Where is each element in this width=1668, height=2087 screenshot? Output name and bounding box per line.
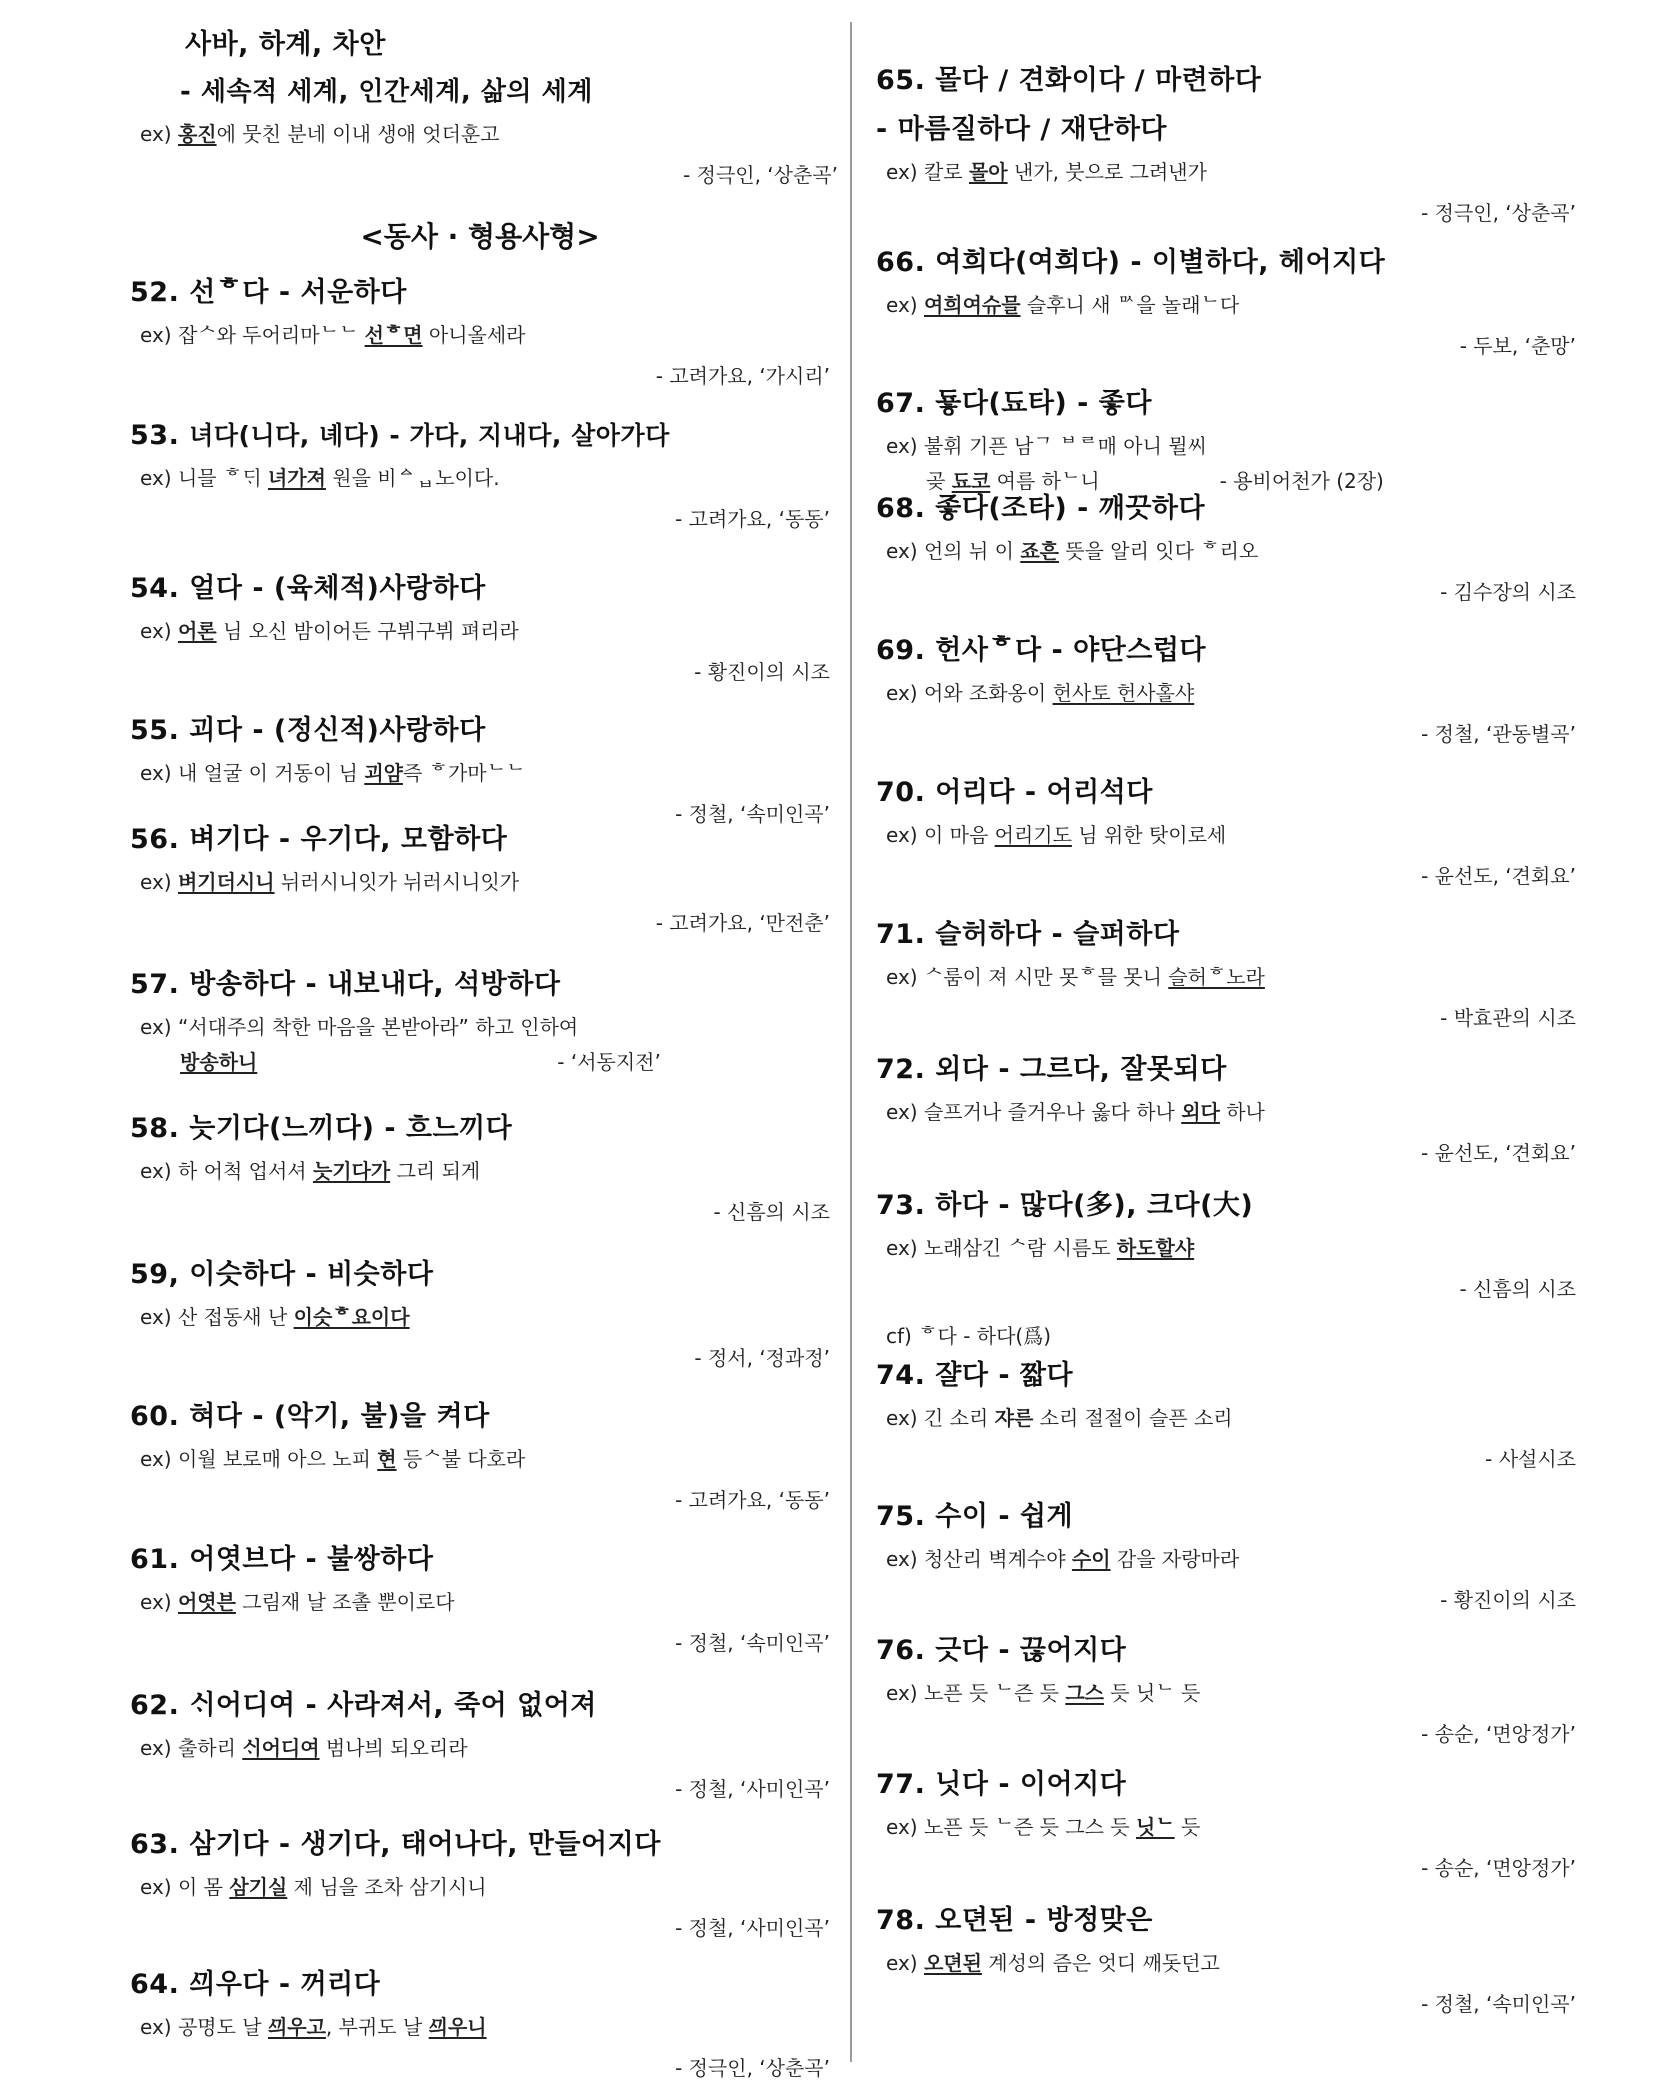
entry-number: 65.	[876, 65, 926, 96]
entry-78	[876, 1898, 1576, 2017]
highlight-word: 슬허ᄒ노라	[1168, 965, 1265, 989]
entry-64	[130, 1962, 830, 2081]
entry-heading: 수이 - 쉽게	[935, 1501, 1074, 1532]
entry-source: - 고려가요, ‘가시리’	[655, 364, 830, 388]
entry-source: - 윤선도, ‘견회요’	[1421, 864, 1576, 888]
entry-heading: 좋다(조타) - 깨끗하다	[935, 493, 1206, 524]
highlight-word: 죠흔	[1020, 539, 1059, 563]
highlight-word: 벼기더시니	[177, 870, 275, 894]
entry-74	[876, 1353, 1576, 1472]
intro-source: - 정극인, ‘상춘곡’	[683, 163, 838, 187]
entry-63	[130, 1822, 830, 1941]
entry-number: 70.	[876, 777, 926, 808]
entry-example-line2: 곶 됴코 여름 하ᄂ니 - 용비어천가 (2장)	[876, 465, 1576, 494]
entry-heading: 혀다 - (악기, 불)을 켜다	[189, 1401, 490, 1432]
entry-source: - 정철, ‘사미인곡’	[675, 1777, 830, 1801]
entry-example: ex) “서대주의 착한 마음을 본받아라” 하고 인하여	[140, 1015, 579, 1039]
entry-number: 56.	[130, 824, 180, 855]
highlight-word: 여희여슈믈	[923, 293, 1021, 317]
entry-54	[130, 566, 830, 685]
entry-heading-line2: - 마름질하다 / 재단하다	[876, 114, 1168, 145]
entry-70	[876, 770, 1576, 889]
entry-number: 57.	[130, 969, 180, 1000]
entry-example: ex) 노픈 듯 ᄂ즌 듯 그스 듯 닛ᄂ 듯	[886, 1681, 1201, 1705]
entry-59	[130, 1252, 830, 1371]
entry-heading: 어리다 - 어리석다	[935, 777, 1153, 808]
entry-62	[130, 1683, 830, 1802]
highlight-word: 닛ᄂ	[1135, 1815, 1175, 1839]
entry-number: 53.	[130, 420, 180, 451]
entry-source: - 신흠의 시조	[713, 1200, 830, 1224]
highlight-word: 홍진	[177, 122, 217, 146]
entry-source: - 정철, ‘관동별곡’	[1421, 722, 1576, 746]
entry-number: 72.	[876, 1054, 926, 1085]
entry-example: ex) 내 얼굴 이 거동이 님 괴얌즉 ᄒ가마ᄂᄂ	[140, 761, 526, 785]
entry-example: ex) 슬프거나 즐거우나 옳다 하나 외다 하나	[886, 1100, 1265, 1124]
intro-line2: - 세속적 세계, 인간세계, 삶의 세계	[180, 77, 593, 107]
entry-example: ex) 오뎐된 계성의 즘은 엇디 ᄭᅢ돗던고	[886, 1951, 1220, 1975]
highlight-word: 늣기다가	[312, 1159, 391, 1183]
entry-example: ex) 불휘 기픈 남ᄀ ᄇᄅ매 아니 뮐씨	[886, 434, 1207, 458]
entry-source: - 송순, ‘면앙정가’	[1421, 1722, 1576, 1746]
intro-line1: 사바, 하계, 차안	[185, 29, 386, 60]
highlight-word: 어론	[177, 619, 217, 643]
entry-source: - 정철, ‘속미인곡’	[675, 802, 830, 826]
entry-number: 66.	[876, 247, 926, 278]
entry-source: - 두보, ‘춘망’	[1459, 334, 1576, 358]
entry-source: - 김수장의 시조	[1440, 580, 1576, 604]
entry-heading: 여희다(여희다) - 이별하다, 헤어지다	[935, 247, 1386, 278]
entry-example: ex) 이 마음 어리기도 님 위한 탓이로세	[886, 823, 1227, 847]
entry-source: - 윤선도, ‘견회요’	[1421, 1141, 1576, 1165]
entry-source: - ‘서동지전’	[557, 1050, 661, 1074]
entry-number: 64.	[130, 1969, 180, 2000]
entry-heading: 방송하다 - 내보내다, 석방하다	[189, 969, 561, 1000]
entry-heading: 늣기다(느끼다) - 흐느끼다	[189, 1113, 513, 1144]
entry-example: ex) 칼로 몰아 낸가, 붓으로 그려낸가	[886, 160, 1207, 184]
ex-label: ex)	[140, 122, 172, 146]
entry-source: - 신흠의 시조	[1459, 1277, 1576, 1301]
entry-example: ex) 니믈 ᄒᄃᆡ 녀가져 원을 비ᅀᆸ노이다.	[140, 466, 500, 490]
entry-heading: 오뎐된 - 방정맞은	[935, 1905, 1153, 1936]
intro-example	[140, 118, 830, 147]
entry-number: 75.	[876, 1501, 926, 1532]
entry-heading: 슬허하다 - 슬퍼하다	[935, 919, 1180, 950]
entry-number: 52.	[130, 277, 180, 308]
highlight-word: 현	[377, 1447, 397, 1471]
entry-heading: 이슷하다 - 비슷하다	[189, 1259, 434, 1290]
entry-heading: ᄭᅴ우다 - 꺼리다	[189, 1969, 381, 2000]
entry-source: - 정극인, ‘상춘곡’	[675, 2056, 830, 2080]
entry-source: - 황진이의 시조	[1440, 1588, 1576, 1612]
entry-76	[876, 1628, 1576, 1747]
highlight-word: 하도할샤	[1116, 1236, 1195, 1260]
entry-heading: 몰다 / 견화이다 / 마련하다	[935, 65, 1262, 96]
entry-heading: 얼다 - (육체적)사랑하다	[189, 573, 486, 604]
highlight-word: 어엿븐	[177, 1590, 236, 1614]
entry-example: ex) ᄉ룸이 져 시만 못ᄒ믈 못니 슬허ᄒ노라	[886, 965, 1265, 989]
entry-57	[130, 962, 830, 1075]
entry-source: - 고려가요, ‘동동’	[675, 507, 830, 531]
highlight-word: 어리기도	[994, 823, 1072, 847]
entry-77	[876, 1762, 1576, 1881]
entry-number: 76.	[876, 1635, 926, 1666]
entry-source: - 정서, ‘정과정’	[694, 1346, 830, 1370]
entry-example: ex) 언의 뉘 이 죠흔 뜻을 알리 잇다 ᄒ리오	[886, 539, 1259, 563]
entry-source: - 용비어천가 (2장)	[1219, 469, 1384, 493]
highlight-word: 수이	[1071, 1547, 1111, 1571]
entry-number: 67.	[876, 388, 926, 419]
entry-example: ex) 여희여슈믈 슬후니 새 ᄆᄉ을 놀래ᄂ다	[886, 293, 1240, 317]
entry-heading: 둏다(됴타) - 좋다	[935, 388, 1152, 419]
intro-block	[130, 22, 838, 188]
entry-source: - 송순, ‘면앙정가’	[1421, 1856, 1576, 1880]
entry-69	[876, 628, 1576, 747]
entry-68	[876, 486, 1576, 605]
entry-67	[876, 381, 1576, 494]
entry-number: 59,	[130, 1259, 180, 1290]
highlight-word: 외다	[1181, 1100, 1220, 1124]
cf-note: cf) ᄒ다 - 하다(爲)	[886, 1324, 1052, 1348]
highlight-word: ᄉᆡ어디여	[242, 1736, 320, 1760]
highlight-word: ᄭᅴ우고	[267, 2015, 326, 2039]
entry-55	[130, 708, 830, 827]
highlight-word: 이슷ᄒ요이다	[293, 1305, 410, 1329]
entry-number: 54.	[130, 573, 180, 604]
entry-source: - 정철, ‘속미인곡’	[675, 1631, 830, 1655]
entry-example: ex) 하 어척 업서셔 늣기다가 그리 되게	[140, 1159, 481, 1183]
highlight-word: 헌사토 헌사홀샤	[1052, 681, 1195, 705]
entry-number: 55.	[130, 715, 180, 746]
highlight-word: 됴코	[951, 469, 991, 493]
entry-number: 78.	[876, 1905, 926, 1936]
entry-example: ex) 잡ᄉ와 두어리마ᄂᄂ 선ᄒ면 아니올세라	[140, 323, 526, 347]
entry-73	[876, 1183, 1576, 1349]
entry-60	[130, 1394, 830, 1513]
entry-example: ex) 벼기더시니 뉘러시니잇가 뉘러시니잇가	[140, 870, 520, 894]
highlight-word: 그스	[1065, 1681, 1104, 1705]
entry-example-line2	[130, 1046, 830, 1075]
entry-56	[130, 817, 830, 936]
entry-source: - 황진이의 시조	[694, 660, 830, 684]
entry-example: ex) 노픈 듯 ᄂ즌 듯 그스 듯 닛ᄂ 듯	[886, 1815, 1201, 1839]
entry-number: 71.	[876, 919, 926, 950]
highlight-word: ᄭᅴ우니	[428, 2015, 487, 2039]
entry-75	[876, 1494, 1576, 1613]
entry-52	[130, 270, 830, 389]
entry-heading: 벼기다 - 우기다, 모함하다	[189, 824, 508, 855]
entry-number: 61.	[130, 1544, 180, 1575]
entry-53	[130, 416, 830, 532]
entry-example: ex) 출하리 ᄉᆡ어디여 범나븨 되오리라	[140, 1736, 468, 1760]
entry-heading: 괴다 - (정신적)사랑하다	[189, 715, 486, 746]
entry-number: 73.	[876, 1190, 926, 1221]
entry-number: 69.	[876, 635, 926, 666]
entry-source: - 고려가요, ‘만전춘’	[655, 911, 830, 935]
entry-heading: ᄉᆡ어디여 - 사라져서, 죽어 없어져	[189, 1690, 597, 1721]
entry-source: - 사설시조	[1485, 1447, 1576, 1471]
entry-number: 74.	[876, 1360, 926, 1391]
entry-example: ex) 청산리 벽계수야 수이 감을 자랑마라	[886, 1547, 1240, 1571]
entry-heading: 선ᄒ다 - 서운하다	[189, 277, 407, 308]
highlight-word: 몰아	[968, 160, 1008, 184]
entry-number: 77.	[876, 1769, 926, 1800]
highlight-word: 선ᄒ면	[364, 323, 423, 347]
entry-heading: 긋다 - 끊어지다	[935, 1635, 1127, 1666]
entry-example: ex) 긴 소리 쟈른 소리 절절이 슬픈 소리	[886, 1406, 1233, 1430]
entry-heading: 쟐다 - 짧다	[935, 1360, 1074, 1391]
entry-heading: 하다 - 많다(多), 크다(大)	[935, 1190, 1254, 1221]
entry-heading: 외다 - 그르다, 잘못되다	[935, 1054, 1227, 1085]
entry-65	[876, 58, 1576, 226]
entry-number: 60.	[130, 1401, 180, 1432]
entry-number: 63.	[130, 1829, 180, 1860]
entry-number: 58.	[130, 1113, 180, 1144]
entry-heading: 삼기다 - 생기다, 태어나다, 만들어지다	[189, 1829, 661, 1860]
highlight-word: 쟈른	[994, 1406, 1034, 1430]
entry-source: - 고려가요, ‘동동’	[675, 1488, 830, 1512]
entry-61	[130, 1537, 830, 1656]
entry-example: ex) 이 몸 삼기실 제 님을 조차 삼기시니	[140, 1875, 487, 1899]
entry-example: ex) 공명도 날 ᄭᅴ우고, 부귀도 날 ᄭᅴ우니	[140, 2015, 487, 2039]
section-title: <동사 · 형용사형>	[360, 220, 600, 253]
entry-number: 62.	[130, 1690, 180, 1721]
entry-example: ex) 어엿븐 그림재 날 조촐 뿐이로다	[140, 1590, 455, 1614]
entry-heading: 녀다(니다, 녜다) - 가다, 지내다, 살아가다	[189, 421, 670, 450]
entry-example: ex) 노래삼긴 ᄉ람 시름도 하도할샤	[886, 1236, 1195, 1260]
entry-66	[876, 240, 1576, 359]
entry-72	[876, 1047, 1576, 1166]
column-divider	[850, 22, 852, 2062]
entry-heading: 헌사ᄒ다 - 야단스럽다	[935, 635, 1206, 666]
entry-heading: 어엿브다 - 불쌍하다	[189, 1544, 434, 1575]
entry-source: - 박효관의 시조	[1440, 1006, 1576, 1030]
entry-source: - 정철, ‘사미인곡’	[675, 1916, 830, 1940]
entry-71	[876, 912, 1576, 1031]
highlight-word: 괴얌	[364, 761, 403, 785]
highlight-word: 오뎐된	[923, 1951, 982, 1975]
entry-number: 68.	[876, 493, 926, 524]
highlight-word: 방송하니	[180, 1050, 258, 1074]
highlight-word: 삼기실	[229, 1875, 288, 1899]
entry-example: ex) 이월 보로매 아으 노피 현 등ᄉ불 다호라	[140, 1447, 526, 1471]
highlight-word: 녀가져	[267, 466, 326, 490]
entry-58	[130, 1106, 830, 1225]
example-text: 에 뭇친 분네 이내 생애 엇더훈고	[216, 122, 500, 146]
entry-example: ex) 산 접동새 난 이슷ᄒ요이다	[140, 1305, 410, 1329]
entry-example: ex) 어론 님 오신 밤이어든 구뷔구뷔 펴리라	[140, 619, 519, 643]
entry-example: ex) 어와 조화옹이 헌사토 헌사홀샤	[886, 681, 1195, 705]
entry-source: - 정철, ‘속미인곡’	[1421, 1992, 1576, 2016]
entry-source: - 정극인, ‘상춘곡’	[1421, 201, 1576, 225]
entry-heading: 닛다 - 이어지다	[935, 1769, 1127, 1800]
